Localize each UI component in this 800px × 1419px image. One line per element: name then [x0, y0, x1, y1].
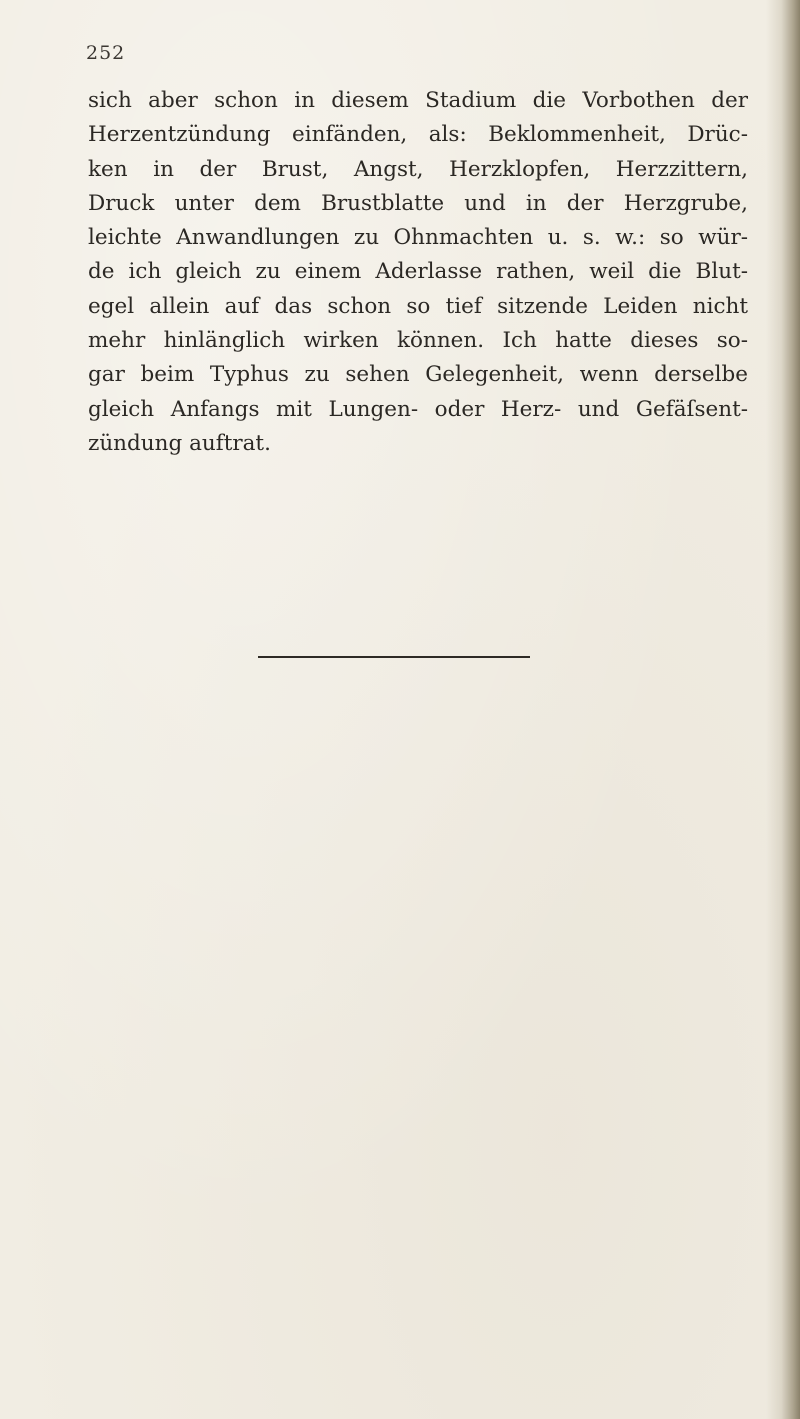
- text-line: egel allein auf das schon so tief sitzende Leiden nicht: [88, 293, 748, 319]
- text-line-last: zündung auftrat.: [88, 430, 271, 456]
- text-line: ken in der Brust, Angst, Herzklopfen, Herzzittern,: [88, 156, 748, 182]
- text-line: gar beim Typhus zu sehen Gelegenheit, wenn derselbe: [88, 362, 748, 388]
- text-line: mehr hinlänglich wirken können. Ich hatte dieses so-: [88, 328, 748, 354]
- text-line: leichte Anwandlungen zu Ohnmachten u. s. w.: so wür-: [88, 225, 748, 251]
- text-line: sich aber schon in diesem Stadium die Vorbothen der: [88, 88, 748, 113]
- text-line: de ich gleich zu einem Aderlasse rathen, weil die Blut-: [88, 259, 748, 285]
- page-number: 252: [86, 42, 126, 64]
- text-line: gleich Anfangs mit Lungen- oder Herz- und Gefäſsent-: [88, 396, 748, 422]
- text-line: Herzentzündung einfänden, als: Beklommenheit, Drüc-: [88, 122, 748, 148]
- body-paragraph: [88, 84, 748, 461]
- page-edge-shadow: [766, 0, 800, 1419]
- section-divider-rule: [258, 656, 530, 658]
- text-line: Druck unter dem Brustblatte und in der Herzgrube,: [88, 190, 748, 216]
